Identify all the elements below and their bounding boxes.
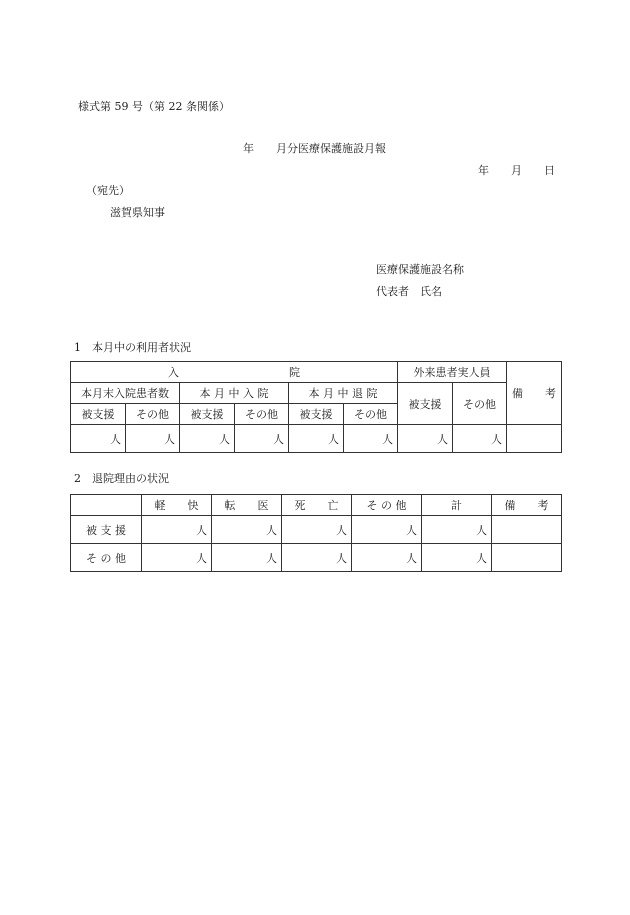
welfare-header: 被支援 [289, 404, 344, 425]
inpatient-header: 入 院 [71, 362, 398, 383]
other-header: その他 [235, 404, 289, 425]
count-cell: 人 [142, 544, 212, 572]
report-title: 年 月分医療保護施設月報 [243, 142, 386, 155]
remarks-header: 備 考 [507, 362, 562, 425]
remarks-cell [492, 516, 562, 544]
representative-label: 代表者 氏名 [376, 285, 442, 298]
col-death: 死 亡 [282, 495, 352, 516]
count-cell: 人 [212, 516, 282, 544]
count-cell: 人 [126, 425, 180, 453]
form-number: 様式第 59 号（第 22 条関係） [78, 100, 230, 113]
count-cell: 人 [344, 425, 398, 453]
month-end-inpatients-header: 本月末入院患者数 [71, 383, 180, 404]
facility-name-label: 医療保護施設名称 [376, 263, 464, 276]
welfare-header: 被支援 [71, 404, 126, 425]
count-cell: 人 [142, 516, 212, 544]
col-remarks: 備 考 [492, 495, 562, 516]
other-header: その他 [126, 404, 180, 425]
outpatient-welfare-header: 被支援 [398, 383, 453, 425]
addressee: 滋賀県知事 [110, 206, 165, 219]
discharge-reasons-table [70, 494, 562, 572]
welfare-header: 被支援 [180, 404, 235, 425]
corner-cell [71, 495, 142, 516]
row-label-other: そ の 他 [71, 544, 142, 572]
count-cell: 人 [453, 425, 507, 453]
discharged-this-month-header: 本 月 中 退 院 [289, 383, 398, 404]
count-cell: 人 [422, 544, 492, 572]
usage-status-table [70, 361, 562, 453]
count-cell: 人 [235, 425, 289, 453]
date-line: 年 月 日 [478, 164, 555, 177]
outpatient-header: 外来患者実人員 [398, 362, 507, 383]
section1-heading: 1 本月中の利用者状況 [74, 341, 191, 354]
outpatient-other-header: その他 [453, 383, 507, 425]
count-cell: 人 [282, 516, 352, 544]
count-cell: 人 [71, 425, 126, 453]
col-transfer: 転 医 [212, 495, 282, 516]
row-label-welfare: 被 支 援 [71, 516, 142, 544]
count-cell: 人 [212, 544, 282, 572]
col-recovery: 軽 快 [142, 495, 212, 516]
remarks-cell [507, 425, 562, 453]
other-header: その他 [344, 404, 398, 425]
admitted-this-month-header: 本 月 中 入 院 [180, 383, 289, 404]
count-cell: 人 [352, 544, 422, 572]
count-cell: 人 [398, 425, 453, 453]
count-cell: 人 [422, 516, 492, 544]
count-cell: 人 [180, 425, 235, 453]
addressee-label: （宛先） [86, 184, 130, 197]
col-total: 計 [422, 495, 492, 516]
col-other: そ の 他 [352, 495, 422, 516]
count-cell: 人 [282, 544, 352, 572]
section2-heading: 2 退院理由の状況 [74, 472, 169, 485]
count-cell: 人 [352, 516, 422, 544]
count-cell: 人 [289, 425, 344, 453]
remarks-cell [492, 544, 562, 572]
